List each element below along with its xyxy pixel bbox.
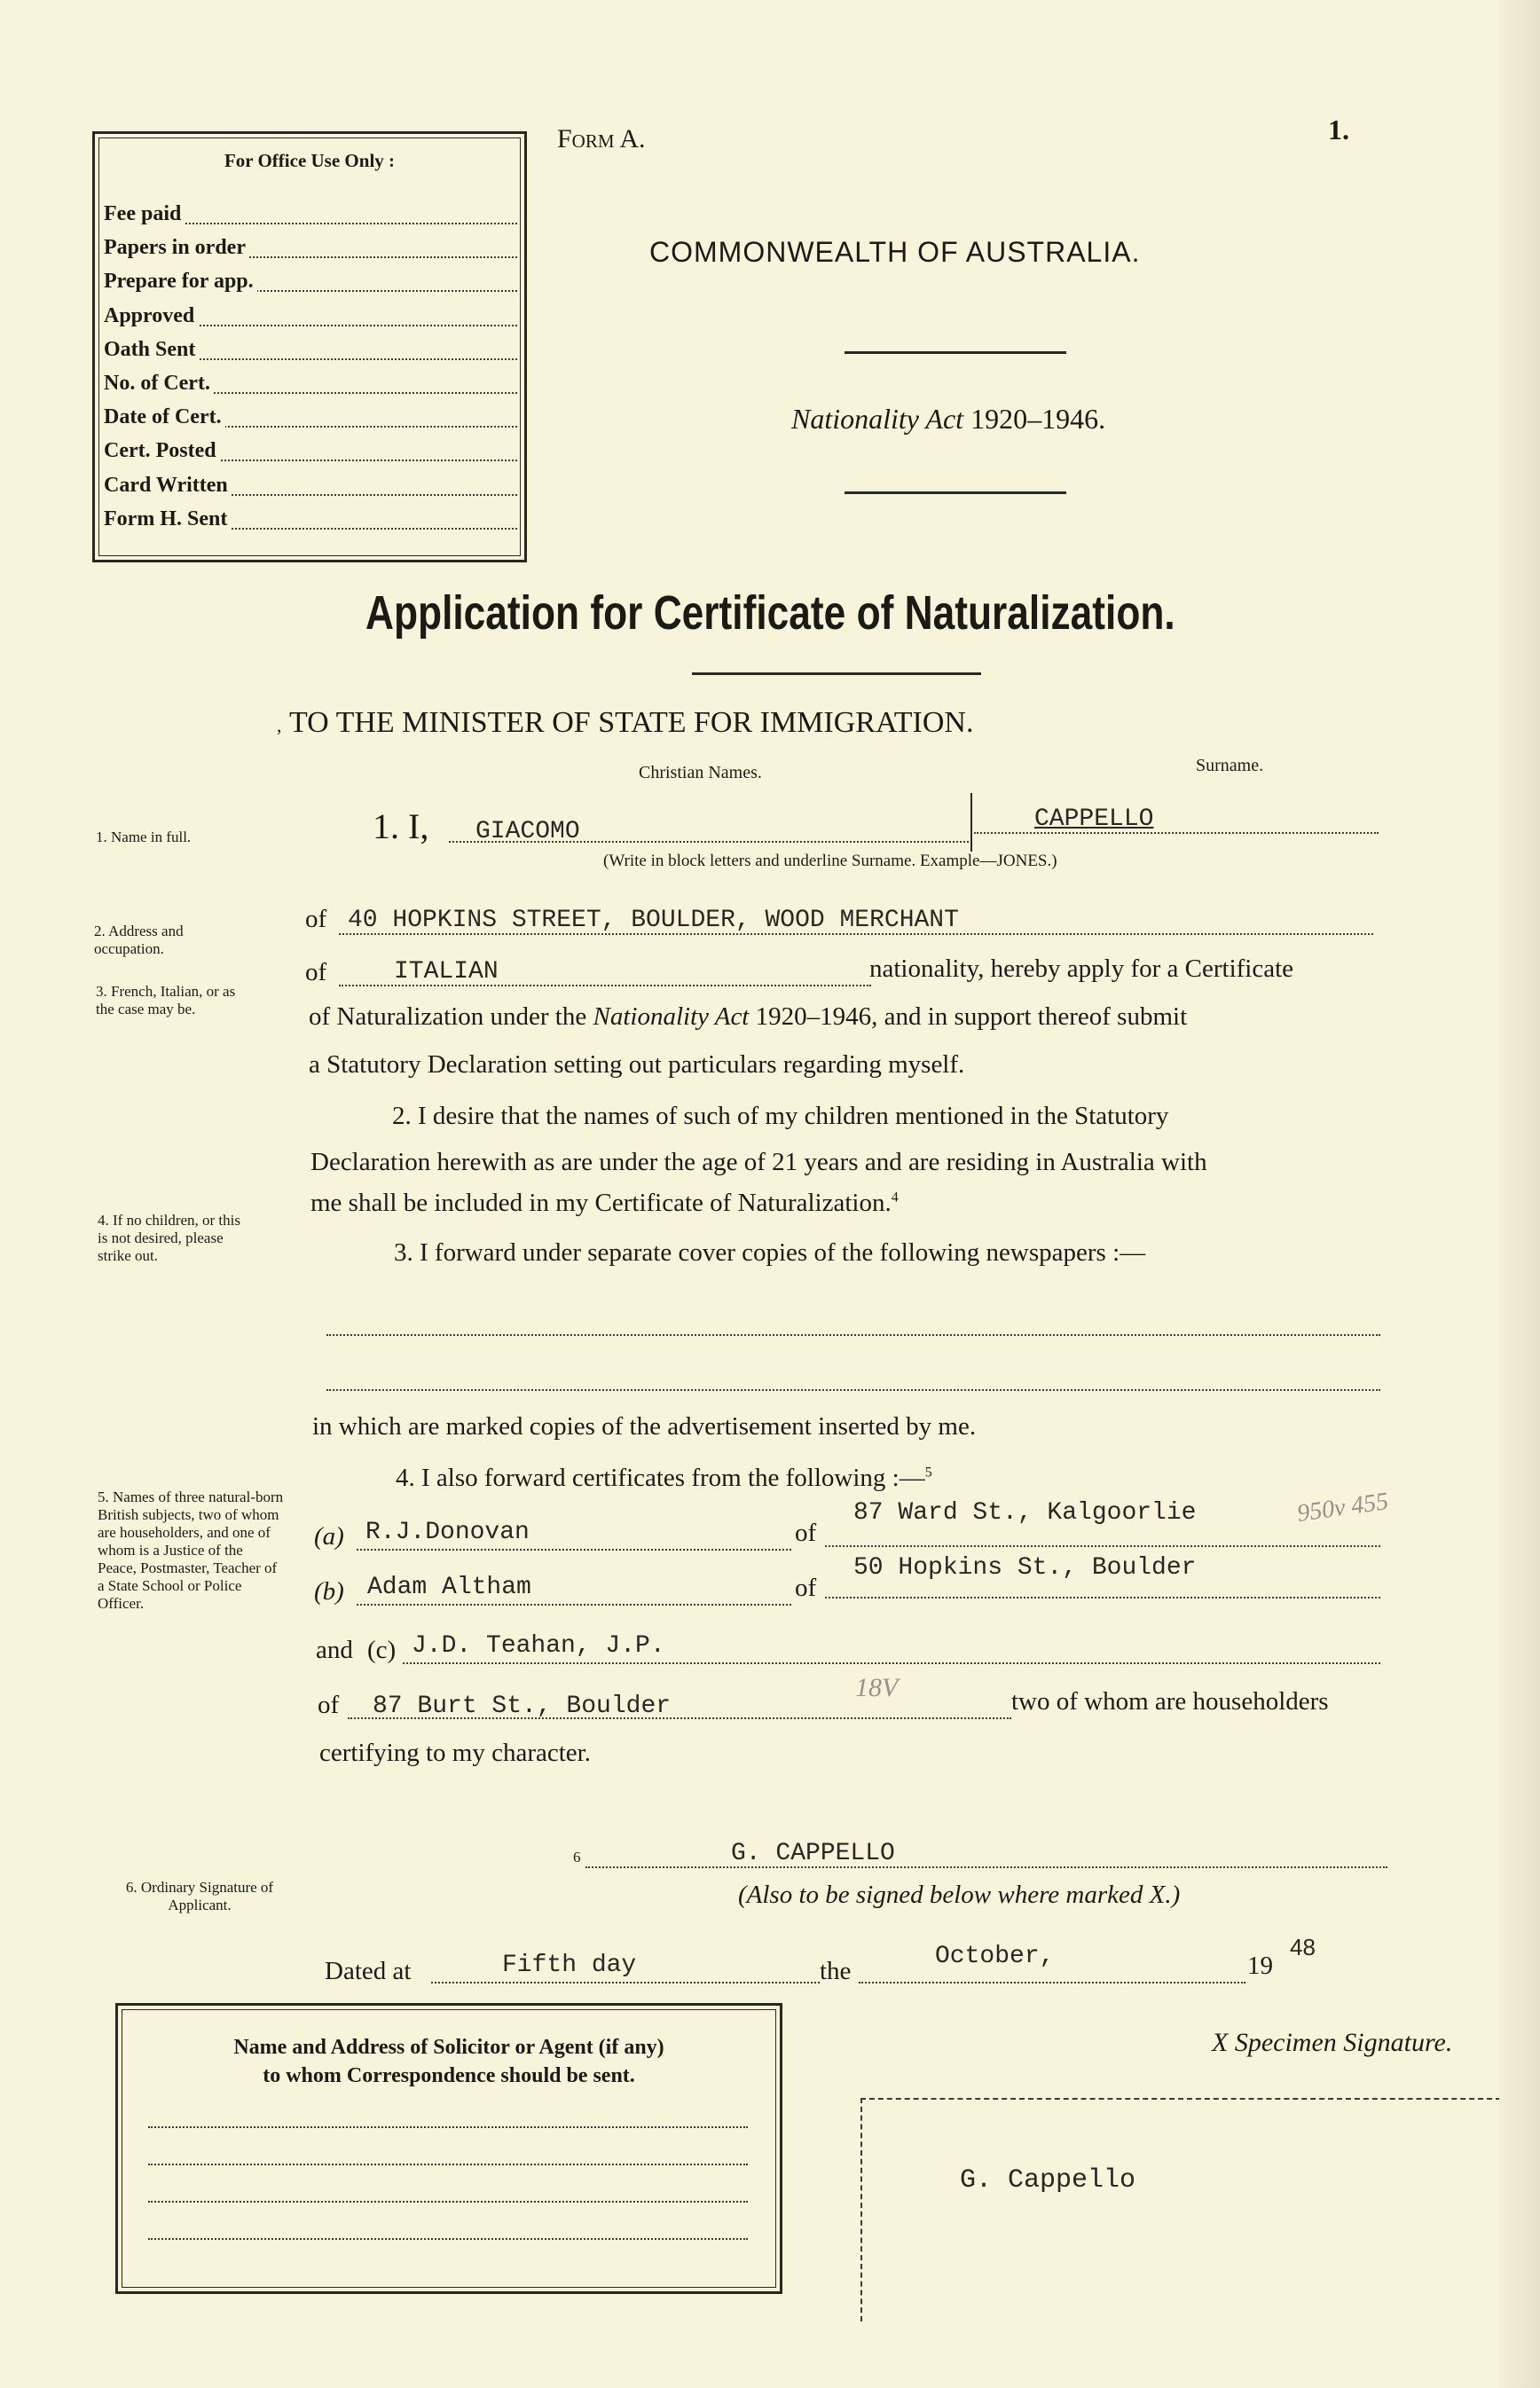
office-row [104, 200, 517, 230]
specimen-signature-box [860, 2098, 1501, 2321]
surname-label: Surname. [1196, 756, 1264, 775]
address-value: 40 HOPKINS STREET, BOULDER, WOOD MERCHANT [348, 907, 959, 934]
solicitor-line-a [148, 2126, 748, 2128]
newspaper-line-2 [326, 1389, 1380, 1391]
office-row-label: Cert. Posted [104, 439, 220, 463]
office-row-label: Card Written [104, 474, 232, 498]
office-row [104, 267, 517, 297]
referee-c-of: of [318, 1691, 340, 1719]
section3-line-after: in which are marked copies of the advertisement inserted by me. [312, 1412, 977, 1441]
form-label: Form A. [557, 124, 646, 153]
divider-line [845, 351, 1066, 354]
office-row [104, 335, 517, 365]
section1-line3: a Statutory Declaration setting out particulars regarding myself. [309, 1050, 965, 1079]
line2-act: Nationality Act [593, 1002, 750, 1031]
referee-a-label [314, 1522, 344, 1551]
solicitor-line2: to whom Correspondence should be sent. [263, 2064, 635, 2087]
referee-c-label [367, 1636, 396, 1665]
line2-post: 1920–1946, and in support thereof submit [749, 1002, 1188, 1031]
referee-b-name: Adam Altham [367, 1574, 531, 1601]
section4-line1: 4. I also forward certificates from the following :—$^5$ [396, 1464, 932, 1492]
referee-a-of: of [795, 1519, 817, 1547]
referee-c-address: 87 Burt St., Boulder [373, 1693, 672, 1720]
nationality-of-label: of [305, 958, 327, 986]
section2-line3-text: me shall be included in my Certificate of Naturalization. [310, 1189, 892, 1217]
office-use-title: For Office Use Only : [224, 150, 396, 171]
referee-a-note: 950v 455 [1295, 1487, 1391, 1528]
office-row-label: Oath Sent [104, 338, 199, 362]
applicant-signature: G. CAPPELLO [731, 1840, 895, 1867]
section2-line1: 2. I desire that the names of such of my children mentioned in the Statutory [392, 1102, 1169, 1130]
margin-note-6: 6. Ordinary Signature of Applicant. [125, 1879, 274, 1913]
dated-at-line [431, 1982, 820, 1983]
office-row-label: Prepare for app. [104, 270, 257, 294]
page-number: 1. [1328, 114, 1349, 145]
margin-note-3: 3. French, Italian, or as the case may be. [96, 983, 236, 1017]
office-row [104, 471, 517, 501]
solicitor-line1: Name and Address of Solicitor or Agent (if any) [233, 2036, 664, 2059]
referee-b-address-line [825, 1597, 1380, 1599]
act-heading [791, 403, 1105, 436]
referee-b-address: 50 Hopkins St., Boulder [853, 1554, 1197, 1582]
divider-line [692, 672, 981, 675]
referee-b-label [314, 1577, 344, 1606]
month-value: October, [935, 1943, 1055, 1970]
year-prefix: 19 [1247, 1952, 1273, 1980]
section3-line1: 3. I forward under separate cover copies of the following newspapers :— [394, 1238, 1146, 1267]
solicitor-box [115, 2003, 782, 2294]
divider-line [845, 491, 1066, 494]
referee-b-letter: (b) [314, 1577, 344, 1606]
referee-a-address: 87 Ward St., Kalgoorlie [853, 1499, 1197, 1527]
office-use-box [92, 131, 527, 562]
name-instruction: (Write in block letters and underline Surname. Example—JONES.) [603, 852, 1057, 870]
solicitor-line-c [148, 2201, 748, 2203]
referee-c-letter: (c) [367, 1636, 397, 1664]
act-years: 1920–1946. [970, 403, 1106, 435]
nationality-value: ITALIAN [394, 958, 499, 986]
referee-a-address-line [825, 1545, 1380, 1547]
office-row-label: Form H. Sent [104, 507, 231, 531]
signature-note: (Also to be signed below where marked X.) [738, 1881, 1181, 1909]
office-row-label: Papers in order [104, 236, 249, 260]
addressee: , TO THE MINISTER OF STATE FOR IMMIGRATION. [277, 706, 974, 739]
solicitor-line-b [148, 2164, 748, 2165]
christian-names-value: GIACOMO [475, 818, 580, 845]
office-row-label: Date of Cert. [104, 405, 225, 429]
householders-text: two of whom are householders [1011, 1687, 1329, 1716]
office-row [104, 403, 517, 433]
country-heading: COMMONWEALTH OF AUSTRALIA. [649, 236, 1141, 268]
office-row-label: Fee paid [104, 202, 185, 226]
the-label: the [820, 1957, 852, 1985]
margin-note-5: 5. Names of three natural-born British subjects, two of whom are householders, and one of whom is a Justice of the Peace, Postmaster, Teacher of a State School or Police Officer. [98, 1489, 284, 1612]
referee-c-note: 18V [855, 1673, 899, 1702]
act-name: Nationality Act [791, 403, 964, 435]
specimen-signature: G. Cappello [960, 2165, 1136, 2196]
referee-a-letter: (a) [314, 1522, 344, 1551]
referee-c-name: J.D. Teahan, J.P. [412, 1632, 665, 1660]
christian-names-label: Christian Names. [639, 763, 762, 782]
applicant-signature-line [585, 1866, 1387, 1868]
section2-line3: me shall be included in my Certificate of Naturalization.$^4$ [310, 1189, 899, 1217]
office-row-label: No. of Cert. [104, 372, 214, 396]
certifying-text: certifying to my character. [319, 1739, 591, 1767]
month-line [859, 1982, 1245, 1983]
referee-a-name: R.J.Donovan [365, 1519, 530, 1546]
office-row [104, 436, 517, 467]
margin-note-2: 2. Address and occupation. [94, 923, 184, 957]
margin-note-4: 4. If no children, or this is not desired, please strike out. [98, 1212, 240, 1264]
surname-value: CAPPELLO [1034, 805, 1154, 833]
section4-line1-text: 4. I also forward certificates from the following :— [396, 1464, 925, 1492]
address-of-label: of [305, 905, 327, 933]
nationality-text: nationality, hereby apply for a Certificate [869, 954, 1294, 983]
dated-at-value: Fifth day [502, 1952, 637, 1979]
dated-at-label: Dated at [325, 1957, 412, 1985]
referee-a-name-line [357, 1549, 791, 1551]
specimen-label: X Specimen Signature. [1212, 2028, 1453, 2057]
name-separator [970, 793, 972, 852]
referee-c-name-line [403, 1662, 1380, 1664]
document-title: Application for Certificate of Naturalization. [365, 586, 1175, 640]
addressee-text: TO THE MINISTER OF STATE FOR IMMIGRATION. [289, 706, 974, 739]
line2-pre: of Naturalization under the [309, 1002, 593, 1031]
office-row-label: Approved [104, 304, 198, 328]
referee-b-of: of [795, 1574, 817, 1602]
newspaper-line-1 [326, 1334, 1380, 1336]
margin-note-1: 1. Name in full. [96, 829, 192, 845]
section1-prefix: 1. I, [373, 806, 429, 846]
referee-c-and: and [316, 1636, 353, 1664]
solicitor-line-d [148, 2238, 748, 2240]
section2-line2: Declaration herewith as are under the age of 21 years and are residing in Australia with [310, 1148, 1207, 1176]
signature-footnote-mark: 6 [573, 1849, 581, 1866]
office-row [104, 369, 517, 399]
year-suffix: 48 [1290, 1934, 1316, 1960]
office-row [104, 505, 517, 535]
referee-b-name-line [357, 1604, 791, 1606]
section1-line2 [309, 1002, 1187, 1032]
office-row [104, 302, 517, 332]
office-row [104, 233, 517, 263]
